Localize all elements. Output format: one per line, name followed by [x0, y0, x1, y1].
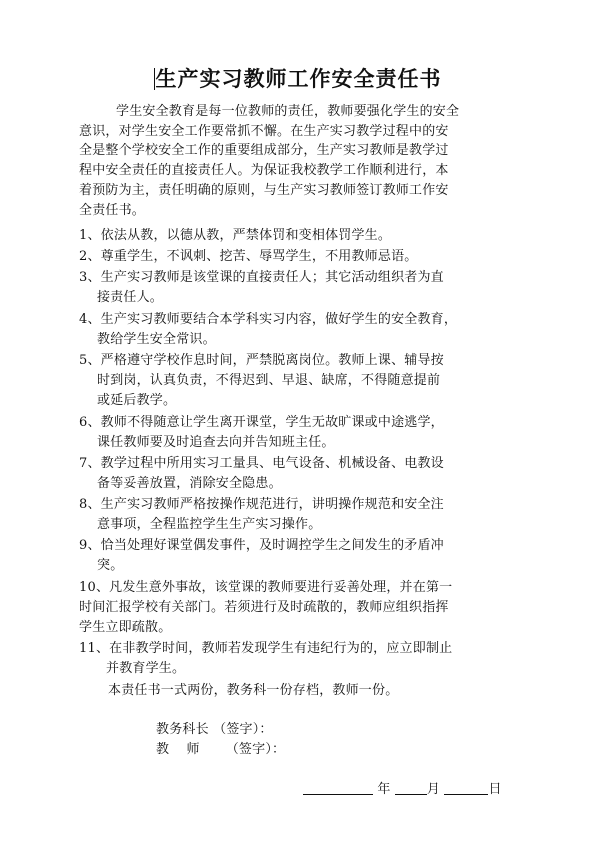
list-item: 8、生产实习教师严格按操作规范进行，讲明操作规范和安全注 — [79, 497, 444, 512]
document-title: 生产实习教师工作安全责任书 — [155, 66, 442, 91]
intro-line: 学生安全教育是每一位教师的责任，教师要强化学生的安全 — [116, 104, 460, 119]
list-item: 9、恰当处理好课堂偶发事件，及时调控学生之间发生的矛盾冲 — [79, 538, 444, 553]
day-blank[interactable] — [444, 780, 488, 795]
intro-line: 全责任书。 — [79, 203, 146, 218]
year-blank[interactable] — [303, 780, 373, 795]
list-item-continuation: 时间汇报学校有关部门。若须进行及时疏散的，教师应组织指挥 — [79, 600, 449, 615]
date-line — [303, 780, 502, 798]
list-item-continuation: 意事项，全程监控学生生产实习操作。 — [97, 517, 322, 532]
list-item: 3、生产实习教师是该堂课的直接责任人；其它活动组织者为直 — [79, 270, 444, 285]
intro-line: 程中安全责任的直接责任人。为保证我校教学工作顺利进行，本 — [79, 163, 449, 178]
intro-line: 着预防为主，责任明确的原则，与生产实习教师签订教师工作安 — [79, 183, 449, 198]
month-blank[interactable] — [395, 780, 427, 795]
month-label: 月 — [426, 782, 441, 797]
list-item-continuation: 突。 — [97, 558, 124, 573]
list-item: 10、凡发生意外事故，该堂课的教师要进行妥善处理，并在第一 — [79, 580, 453, 595]
list-item: 7、教学过程中所用实习工量具、电气设备、机械设备、电教设 — [79, 456, 444, 471]
list-item-continuation: 接责任人。 — [97, 290, 164, 305]
dean-signature-label: 教务科长 （签字）： — [156, 722, 273, 737]
list-item: 11、在非教学时间，教师若发现学生有违纪行为的，应立即制止 — [79, 641, 453, 656]
intro-line: 全是整个学校安全工作的重要组成部分，生产实习教师是教学过 — [79, 143, 449, 158]
list-item-continuation: 备等妥善放置，消除安全隐患。 — [97, 476, 282, 491]
intro-line: 意识，对学生安全工作要常抓不懈。在生产实习教学过程中的安 — [79, 124, 449, 139]
list-item-continuation: 学生立即疏散。 — [79, 620, 172, 635]
list-item-continuation: 或延后教学。 — [97, 393, 177, 408]
list-item-continuation: 并教育学生。 — [106, 661, 186, 676]
list-item-continuation: 课任教师要及时追查去向并告知班主任。 — [97, 435, 335, 450]
list-item-continuation: 时到岗，认真负责，不得迟到、早退、缺席，不得随意提前 — [97, 373, 441, 388]
text-cursor — [154, 68, 155, 90]
list-item: 6、教师不得随意让学生离开课堂，学生无故旷课或中途逃学， — [79, 415, 444, 430]
teacher-signature-label: 教 师 （签字）： — [156, 742, 286, 757]
list-item: 1、依法从教，以德从教，严禁体罚和变相体罚学生。 — [79, 228, 392, 243]
year-label: 年 — [377, 782, 391, 797]
day-label: 日 — [488, 782, 502, 797]
list-item: 5、严格遵守学校作息时间，严禁脱离岗位。教师上课、辅导按 — [79, 353, 444, 368]
list-item: 2、尊重学生，不讽刺、挖苦、辱骂学生，不用教师忌语。 — [79, 249, 418, 264]
closing-statement: 本责任书一式两份，教务科一份存档，教师一份。 — [108, 683, 399, 698]
list-item: 4、生产实习教师要结合本学科实习内容，做好学生的安全教育， — [79, 312, 458, 327]
list-item-continuation: 教给学生安全常识。 — [97, 332, 216, 347]
